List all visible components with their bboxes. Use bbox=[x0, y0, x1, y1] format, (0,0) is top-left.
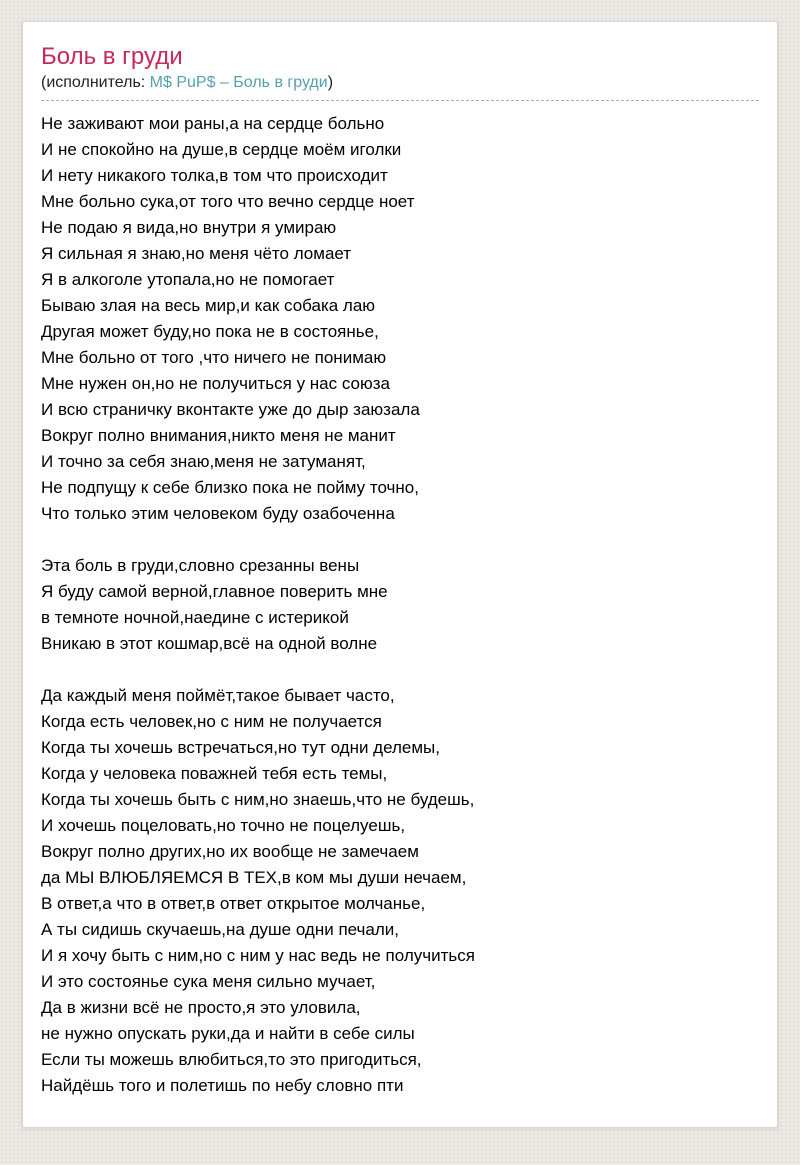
lyric-line: Да каждый меня поймёт,такое бывает часто, bbox=[41, 685, 395, 705]
lyric-line: Когда есть человек,но с ним не получается bbox=[41, 711, 382, 731]
lyric-line: Мне больно сука,от того что вечно сердце ноет bbox=[41, 191, 415, 211]
lyric-line: в темноте ночной,наедине с истерикой bbox=[41, 607, 349, 627]
lyric-line: Я в алкоголе утопала,но не помогает bbox=[41, 269, 335, 289]
lyrics-stanza-2 bbox=[41, 553, 759, 657]
lyric-line: Да в жизни всё не просто,я это уловила, bbox=[41, 997, 361, 1017]
artist-label-suffix: ) bbox=[327, 73, 334, 91]
lyric-line: Не подпущу к себе близко пока не пойму точно, bbox=[41, 477, 419, 497]
lyric-line: Бываю злая на весь мир,и как собака лаю bbox=[41, 295, 376, 315]
lyric-line: И это состоянье сука меня сильно мучает, bbox=[41, 971, 376, 991]
lyric-line: Найдёшь того и полетишь по небу словно пти bbox=[41, 1075, 404, 1095]
lyric-line: В ответ,а что в ответ,в ответ открытое молчанье, bbox=[41, 893, 426, 913]
lyric-line: Эта боль в груди,словно срезанны вены bbox=[41, 555, 360, 575]
lyric-line: Я буду самой верной,главное поверить мне bbox=[41, 581, 388, 601]
lyric-line: И не спокойно на душе,в сердце моём иголки bbox=[41, 139, 402, 159]
lyric-line: И нету никакого толка,в том что происходит bbox=[41, 165, 388, 185]
lyrics-stanza-1 bbox=[41, 111, 759, 527]
lyric-line: Когда у человека поважней тебя есть темы, bbox=[41, 763, 388, 783]
lyric-line: Не подаю я вида,но внутри я умираю bbox=[41, 217, 337, 237]
artist-label-prefix: (исполнитель: bbox=[41, 73, 150, 91]
lyric-line: Вокруг полно других,но их вообще не замечаем bbox=[41, 841, 419, 861]
lyric-line: не нужно опускать руки,да и найти в себе силы bbox=[41, 1023, 415, 1043]
lyrics-stanza-3 bbox=[41, 683, 759, 1099]
artist-line bbox=[41, 73, 759, 101]
lyric-line: Если ты можешь влюбиться,то это пригодиться, bbox=[41, 1049, 422, 1069]
lyric-line: Когда ты хочешь быть с ним,но знаешь,что не будешь, bbox=[41, 789, 475, 809]
lyric-line: Мне больно от того ,что ничего не понимаю bbox=[41, 347, 387, 367]
lyric-line: А ты сидишь скучаешь,на душе одни печали, bbox=[41, 919, 399, 939]
lyric-line: Не заживают мои раны,а на сердце больно bbox=[41, 113, 385, 133]
lyric-line: Вникаю в этот кошмар,всё на одной волне bbox=[41, 633, 378, 653]
lyric-line: Я сильная я знаю,но меня чёто ломает bbox=[41, 243, 352, 263]
lyric-line: И всю страничку вконтакте уже до дыр заюзала bbox=[41, 399, 420, 419]
lyric-line: Когда ты хочешь встречаться,но тут одни делемы, bbox=[41, 737, 440, 757]
lyrics-text bbox=[41, 111, 759, 1099]
lyric-line: Другая может буду,но пока не в состоянье, bbox=[41, 321, 379, 341]
lyric-line: И точно за себя знаю,меня не затуманят, bbox=[41, 451, 366, 471]
artist-link[interactable]: M$ PuP$ – Боль в груди bbox=[149, 73, 328, 91]
lyric-line: да МЫ ВЛЮБЛЯЕМСЯ В ТЕХ,в ком мы души нечаем, bbox=[41, 867, 467, 887]
lyric-line: И хочешь поцеловать,но точно не поцелуешь, bbox=[41, 815, 406, 835]
lyric-line: Что только этим человеком буду озабоченна bbox=[41, 503, 395, 523]
lyric-line: Вокруг полно внимания,никто меня не манит bbox=[41, 425, 396, 445]
lyric-line: И я хочу быть с ним,но с ним у нас ведь не получиться bbox=[41, 945, 475, 965]
lyric-line: Мне нужен он,но не получиться у нас союза bbox=[41, 373, 391, 393]
page-title: Боль в груди bbox=[41, 43, 183, 70]
content-card bbox=[22, 21, 778, 1128]
